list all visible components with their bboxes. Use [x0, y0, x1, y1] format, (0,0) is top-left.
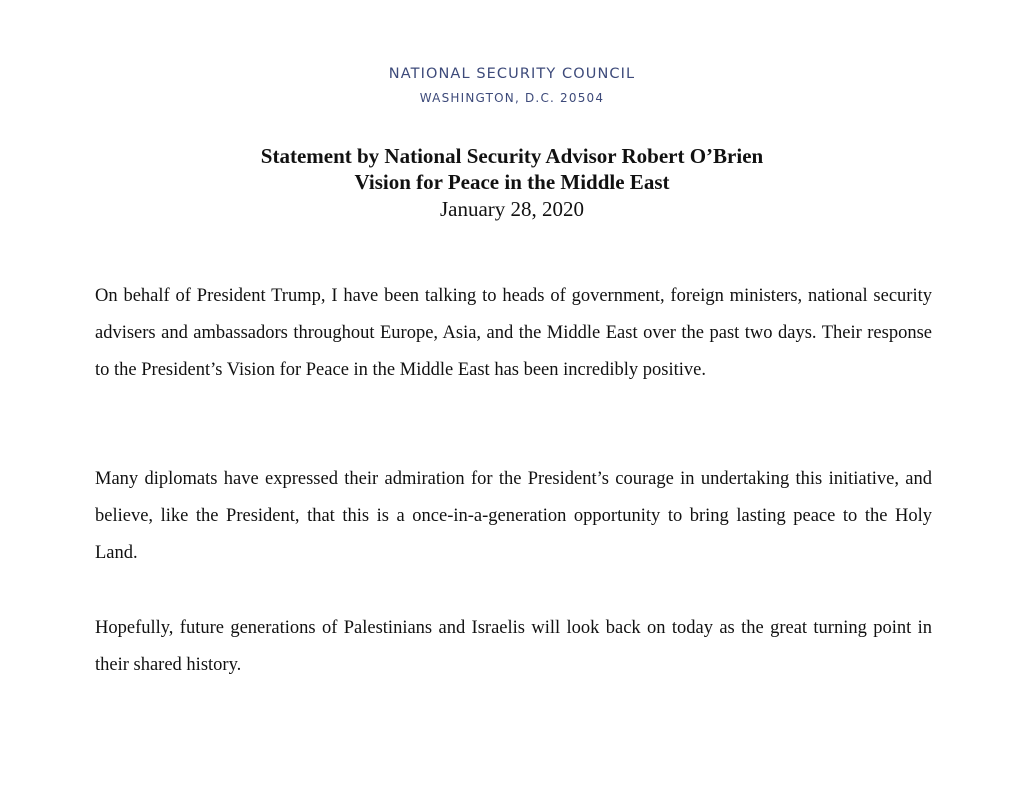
organization-address: WASHINGTON, D.C. 20504	[419, 91, 605, 105]
organization-name: NATIONAL SECURITY COUNCIL	[388, 66, 636, 82]
statement-subtitle: Vision for Peace in the Middle East	[354, 170, 670, 194]
statement-date: January 28, 2020	[439, 197, 585, 221]
letterhead	[0, 64, 1024, 107]
body-paragraph-1: On behalf of President Trump, I have been talking to heads of government, foreign ministers, national security advisers and ambassadors throughout Europe, Asia, and the Middle East over the past two days. Their response to the President’s Vision for Peace in the Middle East has been incredibly positive.	[95, 286, 932, 380]
statement-title: Statement by National Security Advisor Robert O’Brien	[260, 144, 764, 168]
body-paragraph-3: Hopefully, future generations of Palestinians and Israelis will look back on today as the great turning point in their shared history.	[95, 618, 932, 675]
statement-heading	[0, 143, 1024, 223]
body-paragraph-2: Many diplomats have expressed their admiration for the President’s courage in undertaking this initiative, and believe, like the President, that this is a once-in-a-generation opportunity to bring lasting peace to the Holy Land.	[95, 469, 932, 563]
